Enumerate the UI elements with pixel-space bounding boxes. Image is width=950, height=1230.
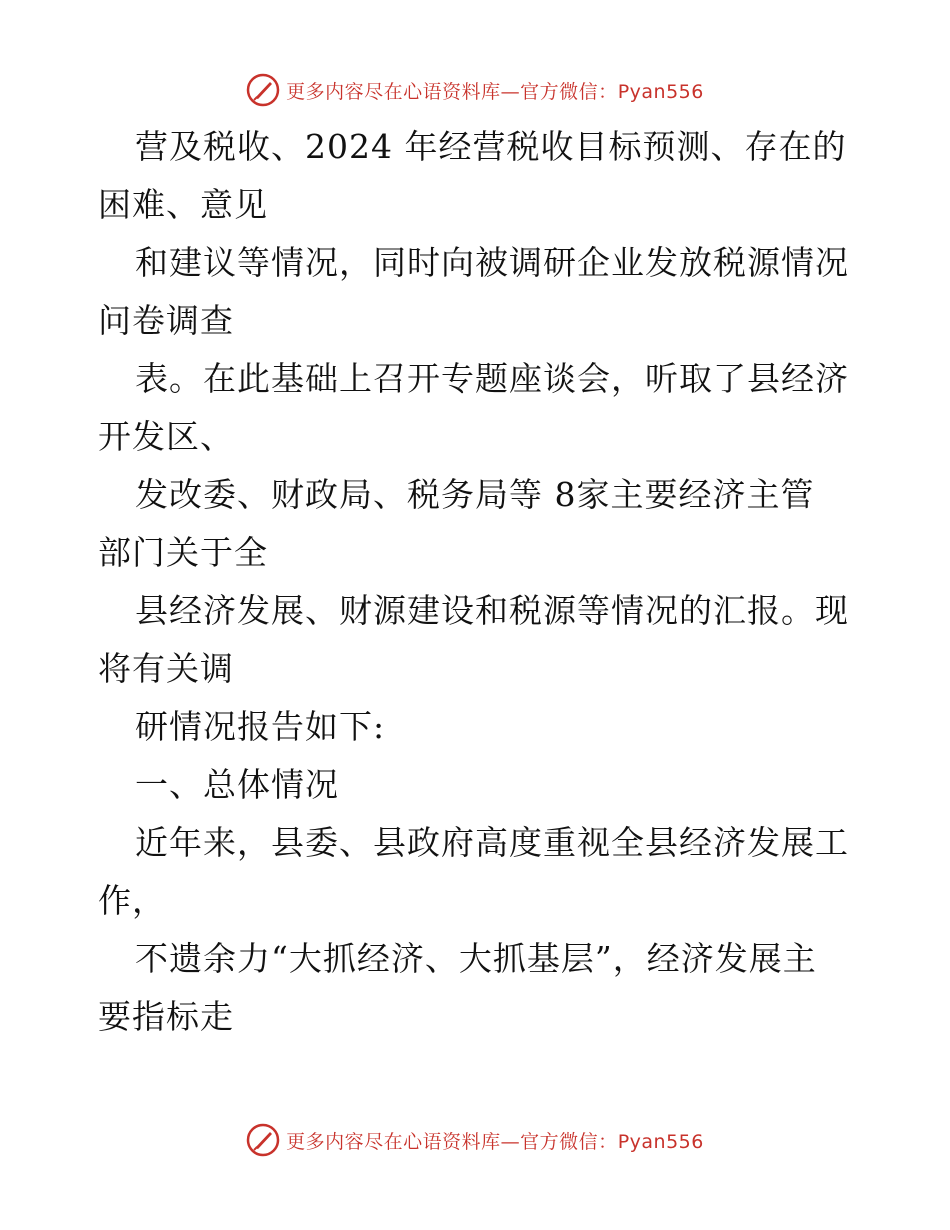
text-line: 营及税收、2024 年经营税收目标预测、存在的 xyxy=(135,127,847,166)
text-line: 县经济发展、财源建设和税源等情况的汇报。现 xyxy=(135,591,849,630)
document-body xyxy=(98,118,878,1046)
feather-pen-logo-icon xyxy=(246,73,280,107)
text-line: 不遗余力“大抓经济、大抓基层”，经济发展主 xyxy=(135,939,817,978)
watermark-text: 更多内容尽在心语资料库 xyxy=(286,80,501,103)
text-line: 发改委、财政局、税务局等 8家主要经济主管 xyxy=(135,475,815,514)
feather-pen-logo-icon xyxy=(246,1123,280,1157)
footer-watermark xyxy=(0,1120,950,1160)
text-line: 部门关于全 xyxy=(98,533,268,572)
text-line: 将有关调 xyxy=(98,649,234,688)
watermark-separator: — xyxy=(500,1130,521,1153)
text-line: 要指标走 xyxy=(98,997,234,1036)
header-watermark xyxy=(0,70,950,110)
text-line: 作， xyxy=(98,881,166,920)
text-line: 表。在此基础上召开专题座谈会，听取了县经济 xyxy=(135,359,849,398)
text-line: 研情况报告如下: xyxy=(135,707,386,746)
text-line: 困难、意见 xyxy=(98,185,268,224)
text-line: 问卷调查 xyxy=(98,301,234,340)
watermark-wechat-label: 官方微信： xyxy=(520,1130,618,1153)
text-line: 近年来，县委、县政府高度重视全县经济发展工 xyxy=(135,823,849,862)
watermark-wechat-id: Pyan556 xyxy=(617,1130,704,1153)
watermark-separator: — xyxy=(500,80,521,103)
section-heading: 一、总体情况 xyxy=(135,765,339,804)
text-line: 开发区、 xyxy=(98,417,234,456)
watermark-wechat-id: Pyan556 xyxy=(617,80,704,103)
text-line: 和建议等情况，同时向被调研企业发放税源情况 xyxy=(135,243,849,282)
watermark-text: 更多内容尽在心语资料库 xyxy=(286,1130,501,1153)
watermark-wechat-label: 官方微信： xyxy=(520,80,618,103)
